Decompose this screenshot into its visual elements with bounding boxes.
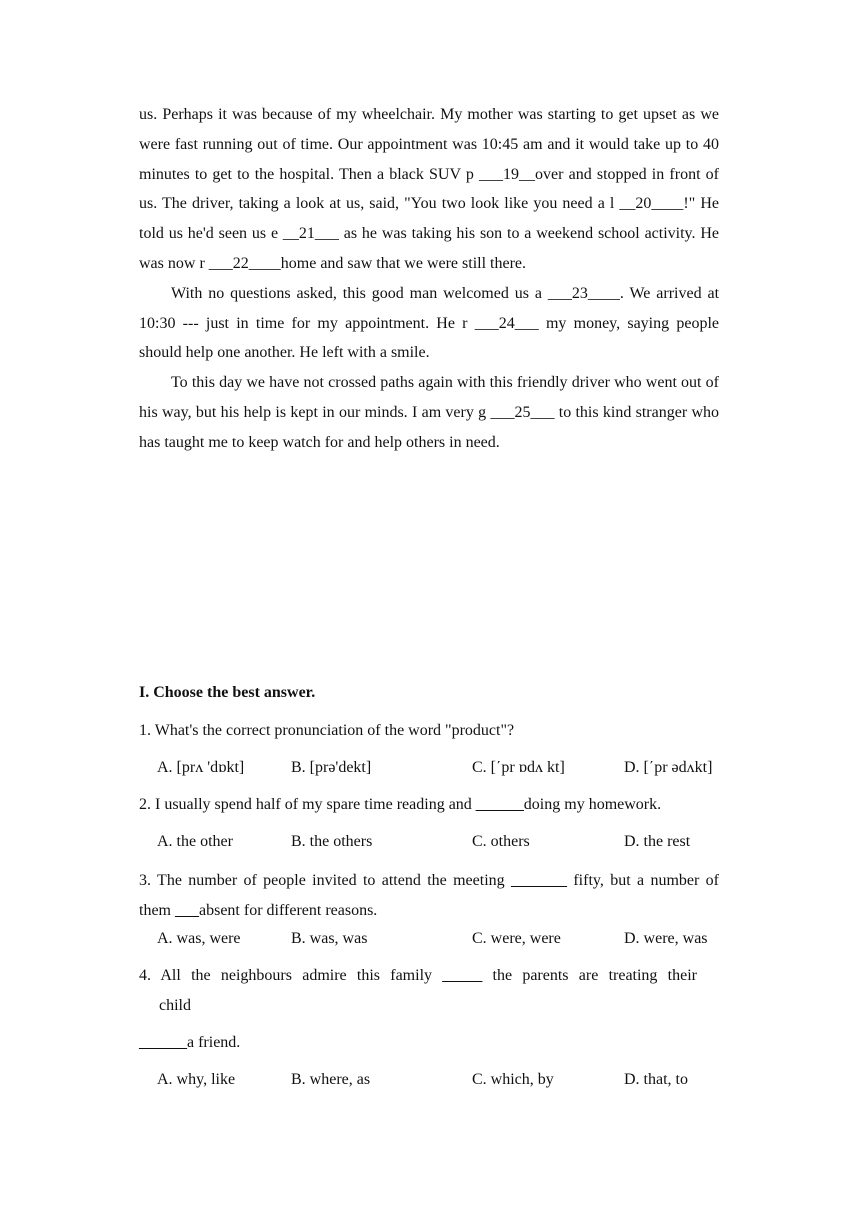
- passage-text: over and stopped in front of us. The driver, taking a look at us, said, "You two look like you need a l: [139, 165, 719, 213]
- option-b[interactable]: B. [prə'dekt]: [291, 759, 372, 776]
- passage-text: us. Perhaps it was because of my wheelchair. My mother was starting to get upset as we were fast running out of time. Our appointment was 10:45 am and it would take up to 40 minutes to get to the hospital. Then a black SUV p: [139, 106, 719, 183]
- answer-blank: ______: [475, 796, 524, 813]
- question-text: absent for different reasons.: [199, 902, 378, 919]
- question-text-line: child: [159, 997, 191, 1014]
- passage-paragraph-2: [139, 279, 719, 368]
- passage-text: my money, saying people should help one another. He left with a smile.: [139, 314, 720, 362]
- passage-paragraph-3: [139, 368, 719, 457]
- option-c[interactable]: C. were, were: [472, 930, 561, 947]
- question-text: 3. The number of people invited to attend the meeting: [139, 872, 511, 889]
- option-b[interactable]: B. was, was: [291, 930, 368, 947]
- reading-passage: [139, 100, 719, 458]
- option-b[interactable]: B. the others: [291, 833, 373, 850]
- passage-text: . We arrived at 10:30 --- just in time for my appointment. He r: [139, 284, 720, 332]
- option-c[interactable]: C. which, by: [472, 1071, 554, 1088]
- section-title: I. Choose the best answer.: [139, 684, 316, 701]
- question-text: the parents are treating their: [482, 967, 698, 984]
- question-text-line: [139, 1034, 240, 1052]
- option-c[interactable]: C. others: [472, 833, 530, 850]
- answer-blank: ______: [139, 1034, 187, 1051]
- question-text: a friend.: [187, 1034, 241, 1051]
- question-text-line: [139, 967, 697, 985]
- passage-text: home and saw that we were still there.: [280, 254, 527, 272]
- passage-text: !" He told us he'd seen us e: [139, 195, 719, 243]
- option-a[interactable]: A. why, like: [157, 1071, 236, 1088]
- option-a[interactable]: A. was, were: [157, 930, 241, 947]
- blank-23: ___23____: [547, 284, 620, 302]
- passage-text: With no questions asked, this good man welcomed us a: [171, 284, 548, 302]
- passage-paragraph-1: [139, 100, 719, 279]
- answer-blank: _____: [442, 967, 483, 984]
- blank-20: __20____: [619, 195, 684, 213]
- option-d[interactable]: D. were, was: [624, 930, 708, 947]
- passage-text: as he was taking his son to a weekend school activity. He was now r: [139, 225, 720, 272]
- question-text: doing my homework.: [523, 796, 662, 813]
- answer-blank: ___: [175, 902, 199, 919]
- option-b[interactable]: B. where, as: [291, 1071, 371, 1088]
- question-text: 2. I usually spend half of my spare time reading and: [139, 796, 476, 813]
- blank-19: ___19__: [479, 165, 536, 183]
- option-d[interactable]: D. [΄pr ədʌkt]: [624, 759, 713, 776]
- blank-25: ___25___: [490, 403, 555, 421]
- question-1-text: 1. What's the correct pronunciation of the word "product"?: [139, 722, 515, 739]
- blank-22: ___22____: [208, 254, 281, 272]
- question-text: fifty, but a number of them: [139, 872, 720, 919]
- option-d[interactable]: D. the rest: [624, 833, 691, 850]
- answer-blank: _______: [511, 872, 567, 889]
- question-2-text: [139, 796, 661, 814]
- option-c[interactable]: C. [΄pr ɒdʌ kt]: [472, 759, 565, 776]
- passage-text: To this day we have not crossed paths again with this friendly driver who went out of his way, but his help is kept in our minds. I am very g: [139, 374, 719, 421]
- passage-text: to this kind stranger who has taught me to keep watch for and help others in need.: [139, 403, 720, 451]
- option-a[interactable]: A. [prʌ 'dɒkt]: [157, 759, 245, 776]
- blank-24: ___24___: [474, 314, 539, 332]
- option-d[interactable]: D. that, to: [624, 1071, 688, 1088]
- question-3-text: [139, 866, 719, 926]
- question-text: 4. All the neighbours admire this family: [139, 967, 443, 984]
- option-a[interactable]: A. the other: [157, 833, 233, 850]
- blank-21: __21___: [282, 225, 339, 243]
